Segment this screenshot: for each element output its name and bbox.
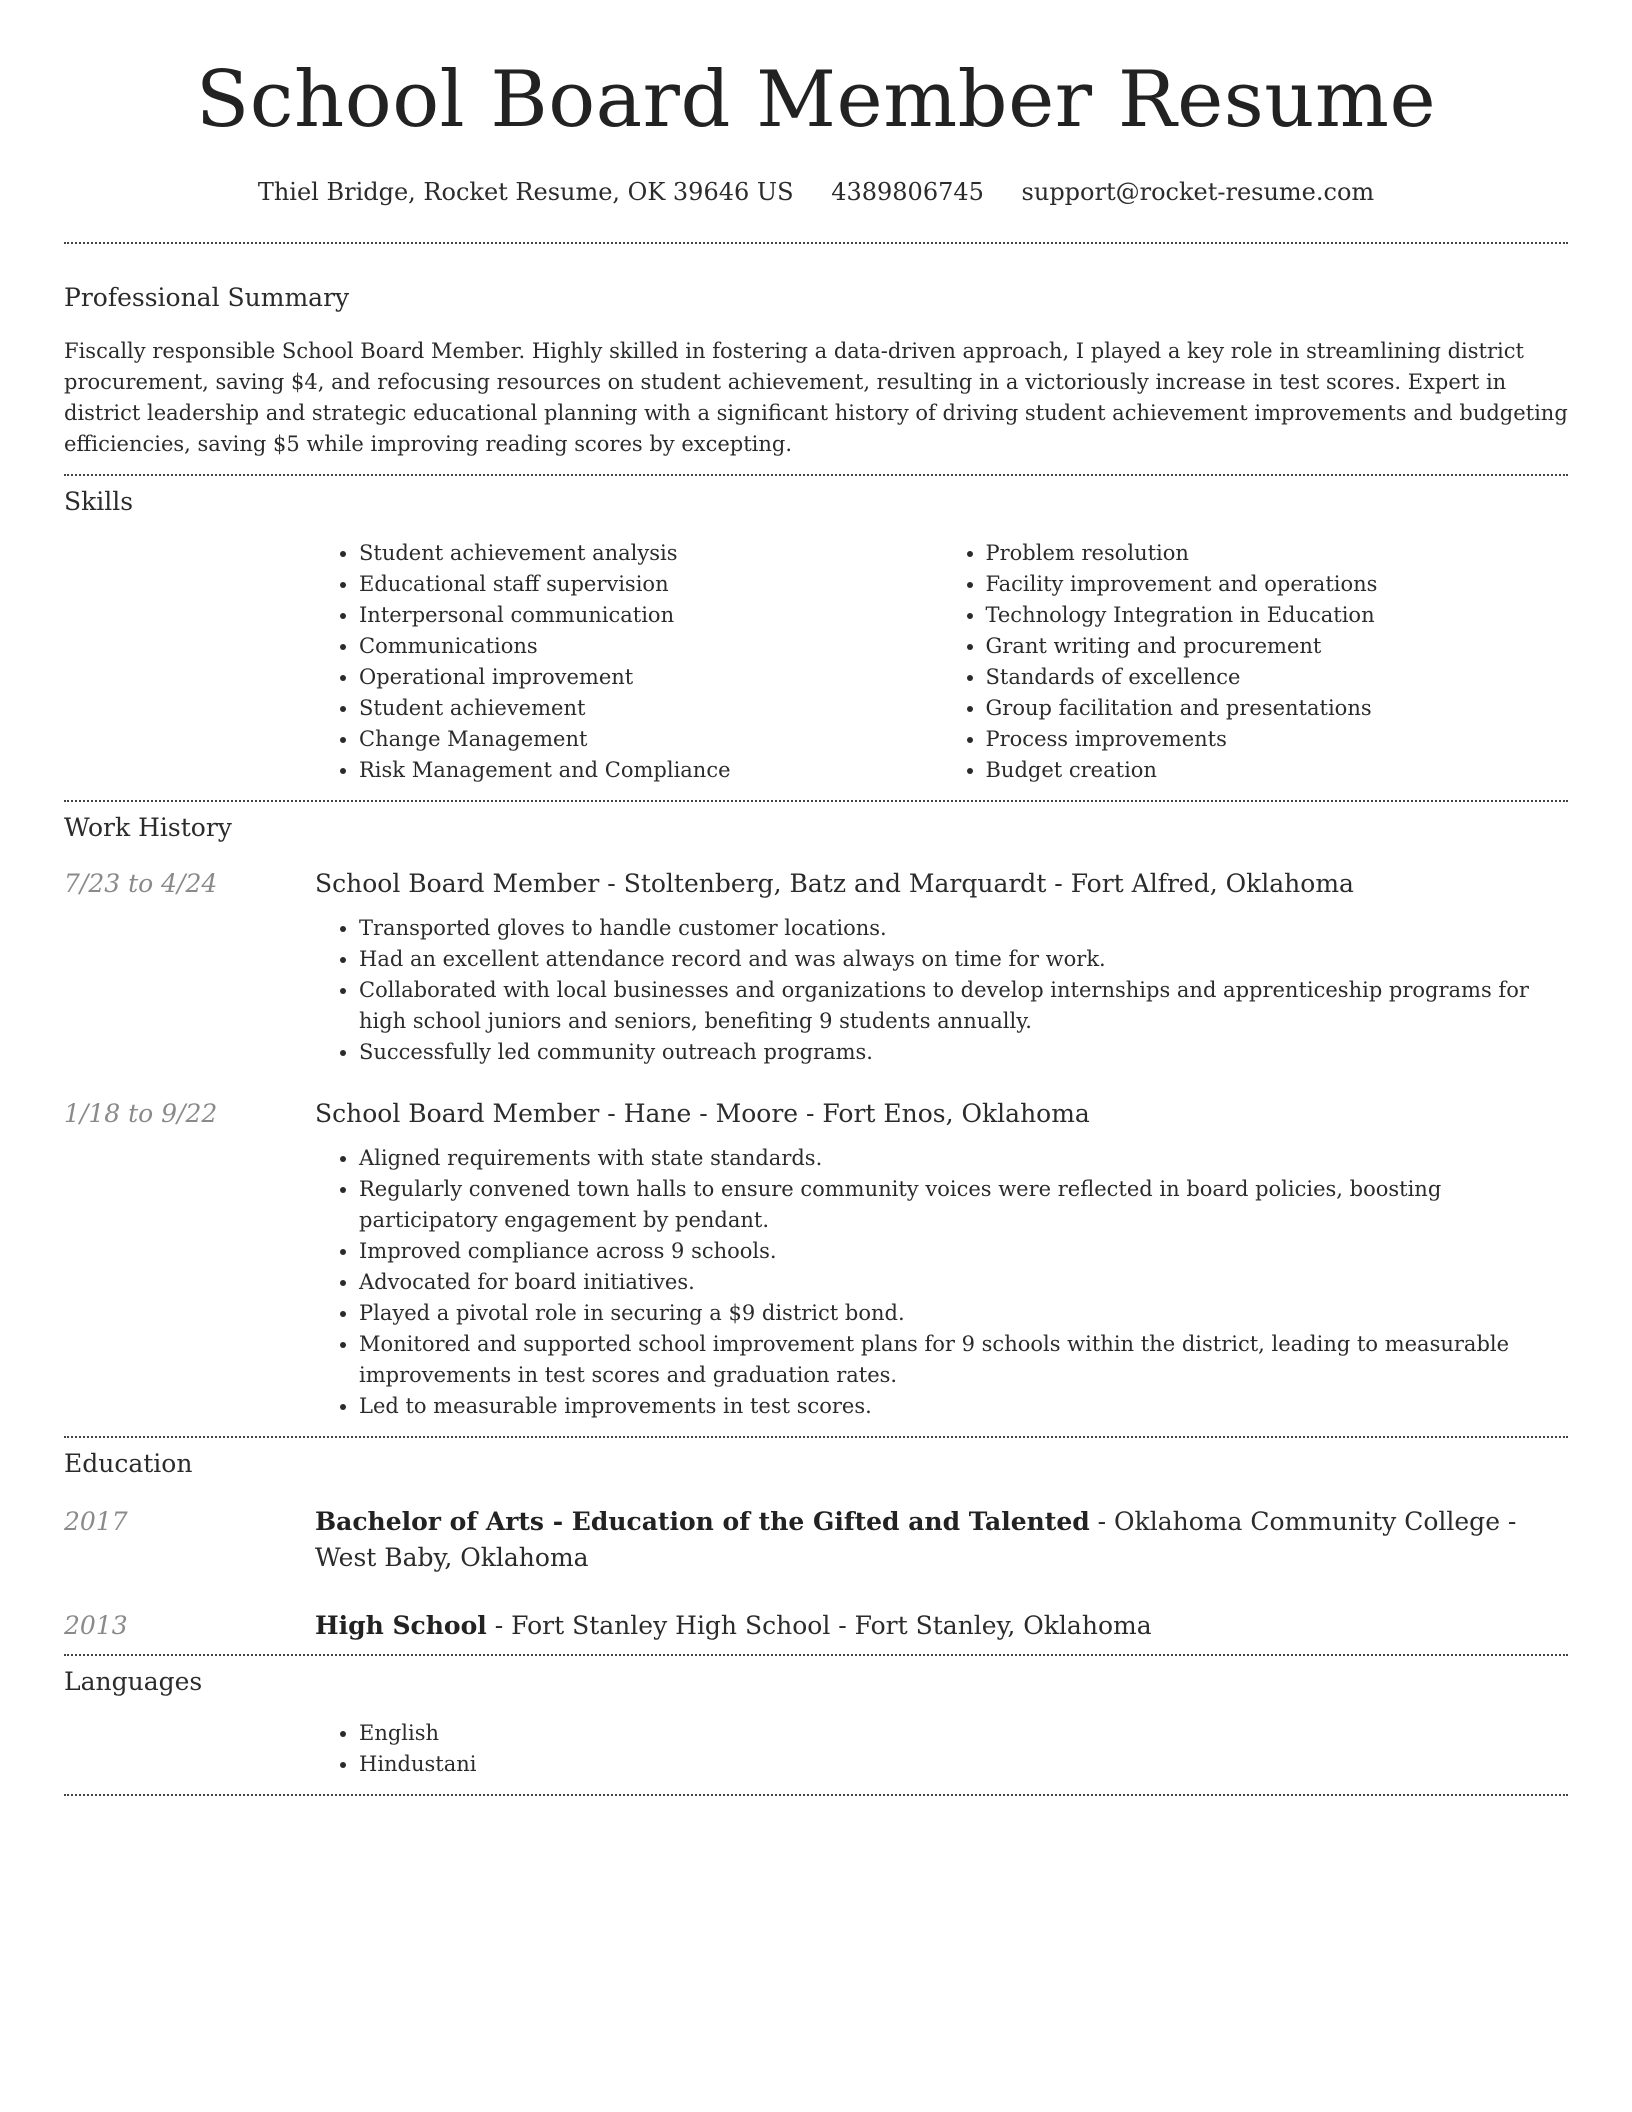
languages-list xyxy=(315,1718,1568,1780)
education-degree: Bachelor of Arts - Education of the Gifted and Talented xyxy=(315,1507,1090,1536)
education-section xyxy=(64,1438,1568,1654)
job-dates: 1/18 to 9/22 xyxy=(64,1099,218,1128)
list-item: • Led to measurable improvements in test scores. xyxy=(359,1391,1568,1422)
skills-list-right xyxy=(942,538,1569,786)
list-item: • Facility improvement and operations xyxy=(986,569,1569,600)
job-entry xyxy=(64,866,1568,1068)
list-item: • Successfully led community outreach programs. xyxy=(359,1037,1568,1068)
list-item: • Regularly convened town halls to ensure community voices were reflected in board policies, boosting participatory engagement by pendant. xyxy=(359,1174,1568,1236)
contact-phone: 4389806745 xyxy=(831,178,984,206)
contact-line xyxy=(64,176,1568,208)
education-school: - Oklahoma Community College - West Baby, Oklahoma xyxy=(315,1507,1517,1572)
list-item: • Risk Management and Compliance xyxy=(359,755,942,786)
list-item: • Process improvements xyxy=(986,724,1569,755)
list-item: • Budget creation xyxy=(986,755,1569,786)
job-bullets xyxy=(315,913,1568,1068)
job-body xyxy=(315,866,1568,1068)
section-title-summary: Professional Summary xyxy=(64,283,350,312)
education-year: 2013 xyxy=(64,1611,128,1640)
list-item: • Monitored and supported school improvement plans for 9 schools within the district, leading to measurable improvements in test scores and graduation rates. xyxy=(359,1329,1568,1391)
list-item: • Problem resolution xyxy=(986,538,1569,569)
list-item: • English xyxy=(359,1718,1568,1749)
list-item: • Improved compliance across 9 schools. xyxy=(359,1236,1568,1267)
summary-section xyxy=(64,244,1568,474)
education-year: 2017 xyxy=(64,1507,128,1536)
list-item: • Interpersonal communication xyxy=(359,600,942,631)
education-details xyxy=(315,1504,1568,1576)
work-section xyxy=(64,802,1568,1436)
section-title-skills: Skills xyxy=(64,487,134,516)
education-school: - Fort Stanley High School - Fort Stanley, Oklahoma xyxy=(486,1611,1152,1640)
education-entry xyxy=(64,1504,1568,1576)
skills-list-left xyxy=(315,538,942,786)
list-item: • Hindustani xyxy=(359,1749,1568,1780)
list-item: • Advocated for board initiatives. xyxy=(359,1267,1568,1298)
skills-section xyxy=(64,476,1568,800)
job-title: School Board Member - Hane - Moore - Fort Enos, Oklahoma xyxy=(315,1099,1090,1128)
list-item: • Played a pivotal role in securing a $9 district bond. xyxy=(359,1298,1568,1329)
list-item: • Grant writing and procurement xyxy=(986,631,1569,662)
list-item: • Standards of excellence xyxy=(986,662,1569,693)
skills-columns xyxy=(315,538,1568,786)
list-item: • Communications xyxy=(359,631,942,662)
contact-email: support@rocket-resume.com xyxy=(1021,178,1375,206)
page-title: School Board Member Resume xyxy=(195,55,1437,145)
list-item: • Aligned requirements with state standards. xyxy=(359,1143,1568,1174)
education-details xyxy=(315,1608,1568,1644)
list-item: • Had an excellent attendance record and was always on time for work. xyxy=(359,944,1568,975)
contact-address: Thiel Bridge, Rocket Resume, OK 39646 US xyxy=(257,178,794,206)
list-item: • Educational staff supervision xyxy=(359,569,942,600)
job-dates: 7/23 to 4/24 xyxy=(64,869,218,898)
list-item: • Change Management xyxy=(359,724,942,755)
list-item: • Transported gloves to handle customer locations. xyxy=(359,913,1568,944)
education-entry xyxy=(64,1608,1568,1644)
list-item: • Technology Integration in Education xyxy=(986,600,1569,631)
job-body xyxy=(315,1096,1568,1422)
job-entry xyxy=(64,1096,1568,1422)
job-bullets xyxy=(315,1143,1568,1422)
section-title-languages: Languages xyxy=(64,1667,203,1696)
education-degree: High School xyxy=(315,1611,487,1640)
job-title: School Board Member - Stoltenberg, Batz and Marquardt - Fort Alfred, Oklahoma xyxy=(315,869,1354,898)
list-item: • Collaborated with local businesses and organizations to develop internships and apprenticeship programs for high school juniors and seniors, benefiting 9 students annually. xyxy=(359,975,1568,1037)
list-item: • Student achievement xyxy=(359,693,942,724)
list-item: • Student achievement analysis xyxy=(359,538,942,569)
summary-text: Fiscally responsible School Board Member. Highly skilled in fostering a data-driven approach, I played a key role in streamlining district procurement, saving $4, and refocusing resources on student achievement, resulting in a victoriously increase in test scores. Expert in district leadership and strategic educational planning with a significant history of driving student achievement improvements and budgeting efficiencies, saving $5 while improving reading scores by excepting. xyxy=(64,339,1568,456)
divider xyxy=(64,1794,1568,1796)
languages-section xyxy=(64,1656,1568,1794)
section-title-education: Education xyxy=(64,1449,193,1478)
section-title-work: Work History xyxy=(64,813,232,842)
list-item: • Group facilitation and presentations xyxy=(986,693,1569,724)
list-item: • Operational improvement xyxy=(359,662,942,693)
